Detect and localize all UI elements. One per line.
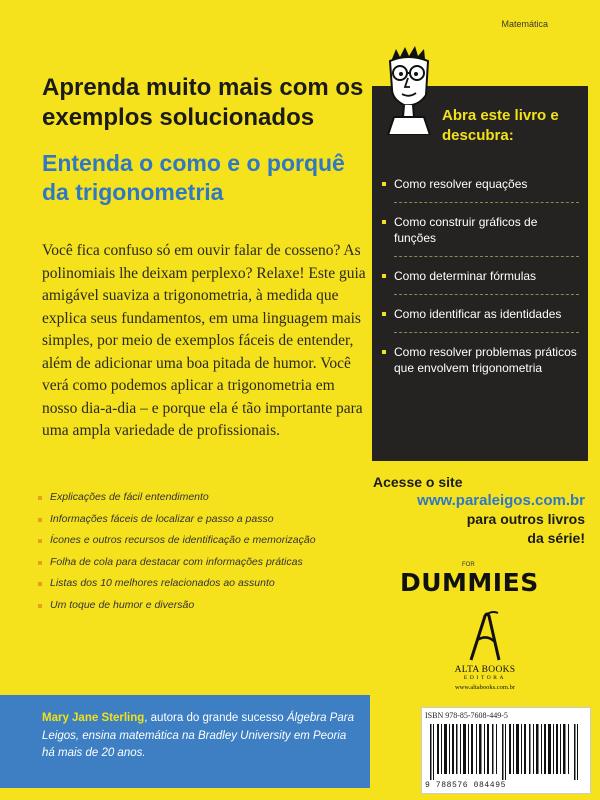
discover-item: Como resolver equações bbox=[382, 176, 582, 192]
divider bbox=[394, 202, 579, 203]
discover-box bbox=[372, 86, 588, 461]
divider bbox=[394, 294, 579, 295]
discover-item: Como identificar as identidades bbox=[382, 306, 582, 322]
category-label: Matemática bbox=[501, 19, 548, 29]
dummies-logo bbox=[400, 562, 550, 602]
divider bbox=[394, 332, 579, 333]
author-name: Mary Jane Sterling bbox=[42, 712, 145, 724]
discover-item: Como construir gráficos de funções bbox=[382, 214, 582, 246]
discover-list bbox=[382, 176, 582, 376]
website-link[interactable]: www.paraleigos.com.br bbox=[417, 491, 585, 509]
promo-line: da série! bbox=[527, 529, 585, 546]
feature-item: Folha de cola para destacar com informações práticas bbox=[38, 552, 378, 574]
isbn-label: ISBN 978-85-7608-449-5 bbox=[425, 711, 508, 720]
publisher-logo bbox=[425, 610, 545, 705]
discover-item: Como resolver problemas práticos que envolvem trigonometria bbox=[382, 344, 582, 376]
dummies-mascot-icon bbox=[378, 45, 440, 135]
feature-item: Listas dos 10 melhores relacionados ao assunto bbox=[38, 573, 378, 595]
feature-item: Informações fáceis de localizar e passo a passo bbox=[38, 509, 378, 531]
publisher-site: www.altabooks.com.br bbox=[454, 684, 516, 691]
feature-item: Ícones e outros recursos de identificação e memorização bbox=[38, 530, 378, 552]
publisher-editora: EDITORA bbox=[463, 675, 507, 681]
barcode-icon bbox=[426, 724, 586, 780]
alta-books-a-icon bbox=[465, 610, 505, 662]
author-intro: , autora do grande sucesso bbox=[144, 712, 284, 724]
discover-title: Abra este livro e descubra: bbox=[442, 107, 559, 144]
barcode-digits: 9 788576 084495 bbox=[425, 781, 507, 790]
isbn-barcode-box bbox=[421, 707, 591, 794]
promo-line: para outros livros bbox=[466, 511, 585, 527]
website-promo bbox=[370, 473, 585, 547]
headline: Aprenda muito mais com os exemplos solucionados bbox=[42, 74, 364, 131]
discover-item: Como determinar fórmulas bbox=[382, 268, 582, 284]
for-label: FOR bbox=[462, 562, 475, 568]
description-text: Você fica confuso só em ouvir falar de cosseno? As polinomiais lhe deixam perplexo? Relaxe! Este guia amigável suaviza a trigonometria, à medida que explica seus fundamentos, em uma linguagem mais simples, por meio de exemplos fáceis de entender, além de adicionar uma boa pitada de humor. Você verá como podemos aplicar a trigonometria em nosso dia-a-dia – e porque ela é tão importante para uma ampla variedade de profissionais. bbox=[42, 242, 366, 439]
dummies-wordmark: DUMMIES bbox=[400, 568, 539, 597]
publisher-name: ALTA BOOKS bbox=[454, 665, 516, 675]
author-book-title: Álgebra Para Leigos bbox=[42, 712, 354, 742]
author-band bbox=[0, 695, 370, 788]
author-bio-rest: , ensina matemática na Bradley University em Peoria há mais de 20 anos. bbox=[42, 729, 347, 759]
divider bbox=[394, 256, 579, 257]
subheadline: Entenda o como e o porquê da trigonometria bbox=[42, 150, 345, 205]
feature-item: Um toque de humor e diversão bbox=[38, 595, 378, 617]
features-list bbox=[38, 487, 378, 616]
promo-line: Acesse o site bbox=[373, 474, 463, 490]
author-bio bbox=[42, 710, 362, 763]
feature-item: Explicações de fácil entendimento bbox=[38, 487, 378, 509]
